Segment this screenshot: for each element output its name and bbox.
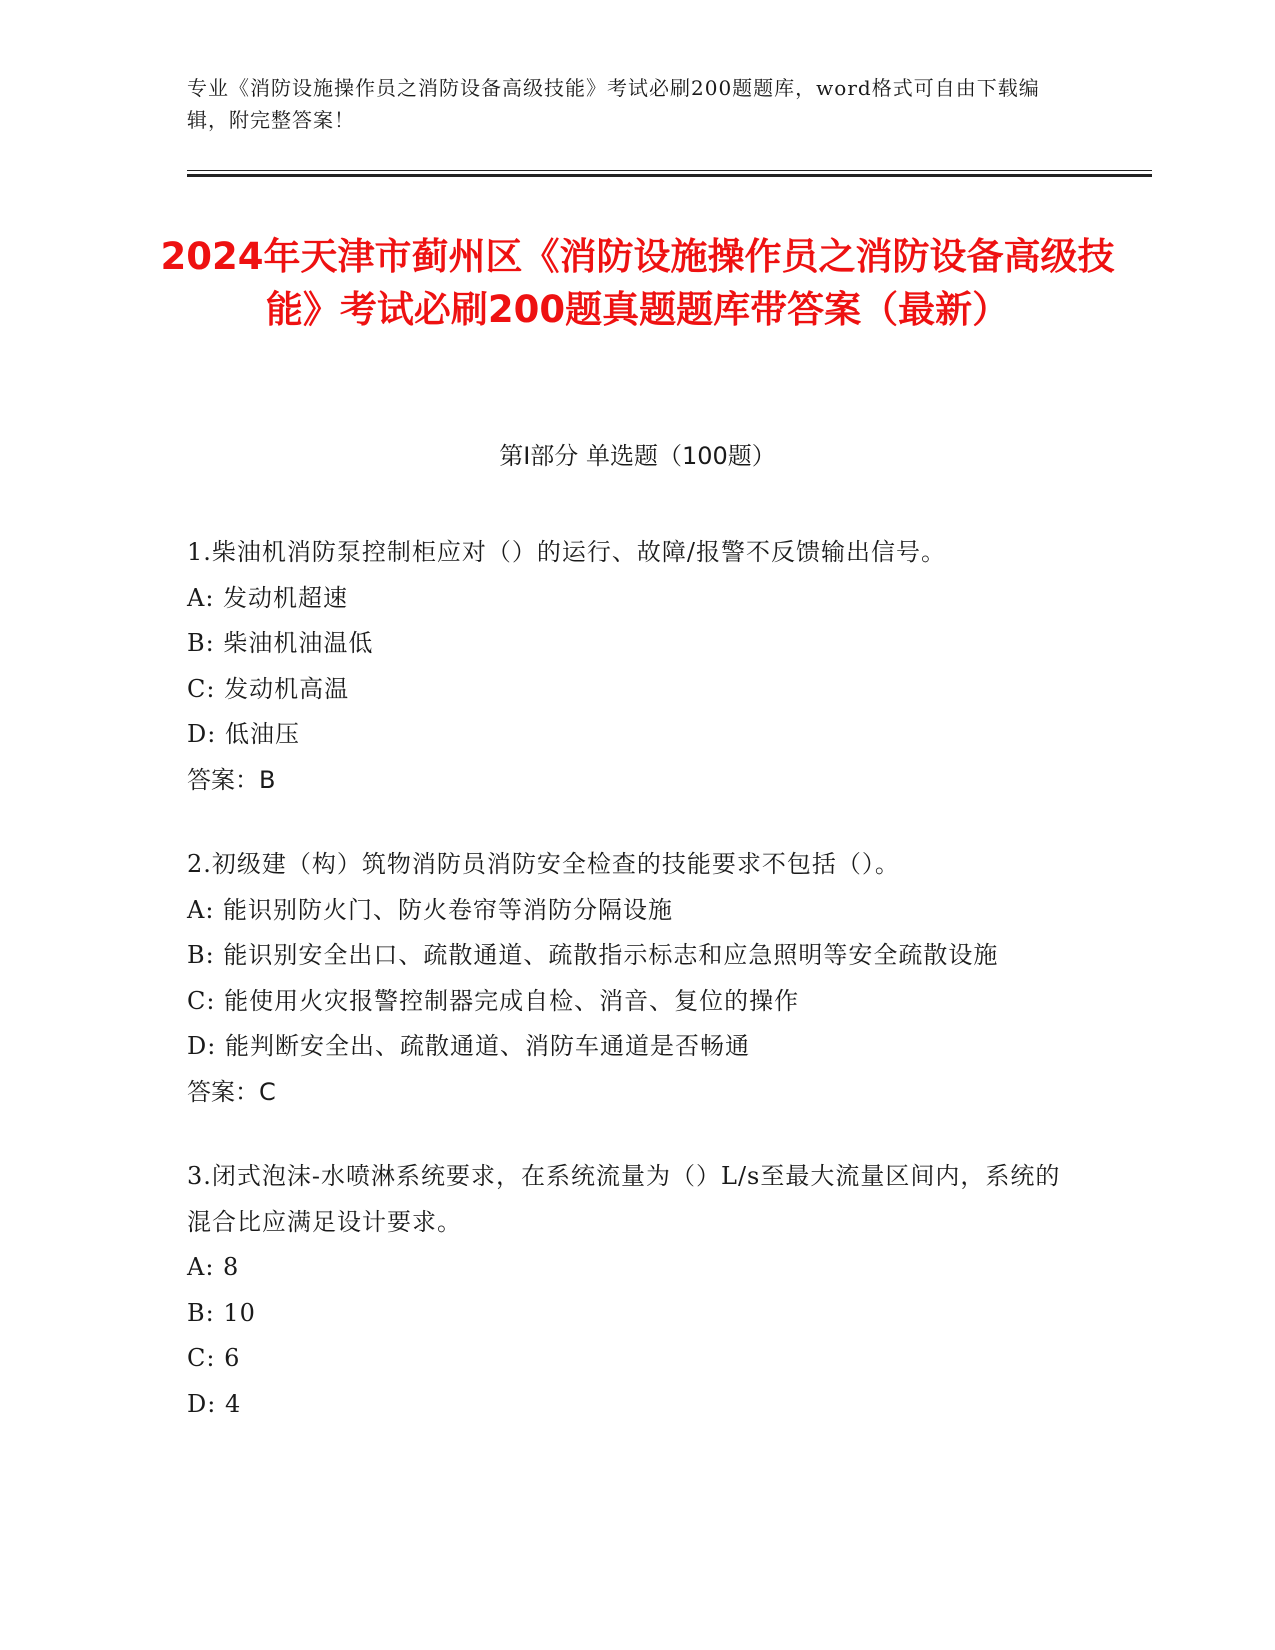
question-2 [187,842,1067,1115]
option-a: A: 能识别防火门、防火卷帘等消防分隔设施 [187,895,674,924]
question-stem: 1.柴油机消防泵控制柜应对（）的运行、故障/报警不反馈输出信号。 [187,538,946,566]
section-heading: 第Ⅰ部分 单选题（100题） [499,442,776,470]
option-b: B: 10 [187,1298,256,1327]
document-title: 2024年天津市蓟州区《消防设施操作员之消防设备高级技能》考试必刷200题真题题库带答案（最新） [160,235,1115,331]
option-c: C: 发动机高温 [187,674,350,703]
question-1 [187,530,1067,803]
option-b: B: 能识别安全出口、疏散通道、疏散指示标志和应急照明等安全疏散设施 [187,941,999,969]
option-a: A: 发动机超速 [187,583,349,612]
option-b: B: 柴油机油温低 [187,629,374,657]
option-c: C: 6 [187,1344,241,1372]
question-stem: 2.初级建（构）筑物消防员消防安全检查的技能要求不包括（）。 [187,850,900,878]
header-divider-thick [187,174,1152,177]
option-a: A: 8 [187,1253,240,1281]
option-c: C: 能使用火灾报警控制器完成自检、消音、复位的操作 [187,986,800,1015]
option-d: D: 能判断安全出、疏散通道、消防车通道是否畅通 [187,1032,750,1060]
document-intro: 专业《消防设施操作员之消防设备高级技能》考试必刷200题题库，word格式可自由下载编辑，附完整答案！ [187,76,1040,132]
option-d: D: 低油压 [187,720,300,748]
option-d: D: 4 [187,1389,242,1418]
question-list [187,530,1067,1466]
header-divider-thin [187,170,1152,171]
question-stem: 3.闭式泡沫-水喷淋系统要求，在系统流量为（）L/s至最大流量区间内，系统的混合比应满足设计要求。 [187,1162,1061,1236]
answer-line: 答案：C [187,1077,276,1106]
answer-line: 答案：B [187,765,276,794]
question-3 [187,1154,1067,1427]
